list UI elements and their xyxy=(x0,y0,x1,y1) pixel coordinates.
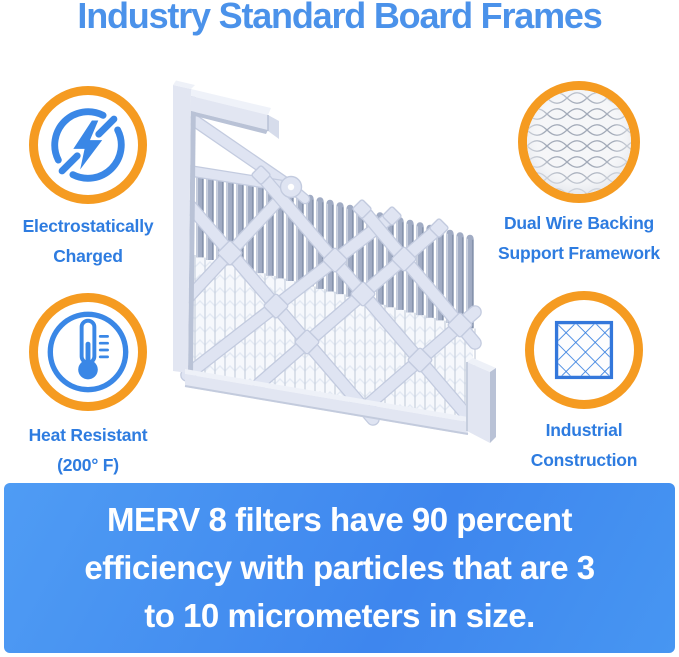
feature-label-line: Support Framework xyxy=(498,243,660,263)
feature-label-line: Dual Wire Backing xyxy=(503,213,655,233)
feature-dual-wire-backing xyxy=(491,81,667,268)
page-title: Industry Standard Board Frames xyxy=(77,0,602,36)
feature-label xyxy=(531,415,637,475)
feature-label xyxy=(498,208,660,268)
banner-line: efficiency with particles that are 3 xyxy=(84,549,595,586)
feature-label-line: Electrostatically xyxy=(22,216,154,236)
lightning-bolt-icon xyxy=(41,98,135,192)
pleated-air-filter-illustration xyxy=(165,75,505,467)
orange-ring xyxy=(518,81,640,203)
diamond-lattice-icon xyxy=(537,303,631,397)
feature-industrial-construction xyxy=(496,291,672,475)
orange-ring xyxy=(29,293,147,411)
orange-ring xyxy=(29,86,147,204)
feature-label-line: Industrial xyxy=(545,420,623,440)
feature-label-line: (200° F) xyxy=(57,455,119,475)
thermometer-icon xyxy=(41,305,135,399)
feature-label-line: Charged xyxy=(53,246,123,266)
feature-label xyxy=(23,211,154,271)
info-banner xyxy=(4,483,675,653)
orange-ring xyxy=(525,291,643,409)
feature-heat-resistant xyxy=(0,293,176,480)
feature-label-line: Heat Resistant xyxy=(28,425,148,445)
air-filter-3d-render xyxy=(165,75,505,467)
feature-label-line: Construction xyxy=(530,450,638,470)
banner-line: MERV 8 filters have 90 percent xyxy=(107,501,572,538)
banner-line: to 10 micrometers in size. xyxy=(144,597,535,634)
feature-electrostatically-charged xyxy=(0,86,176,271)
wire-mesh-photo-icon xyxy=(527,90,631,194)
feature-label xyxy=(29,420,148,480)
